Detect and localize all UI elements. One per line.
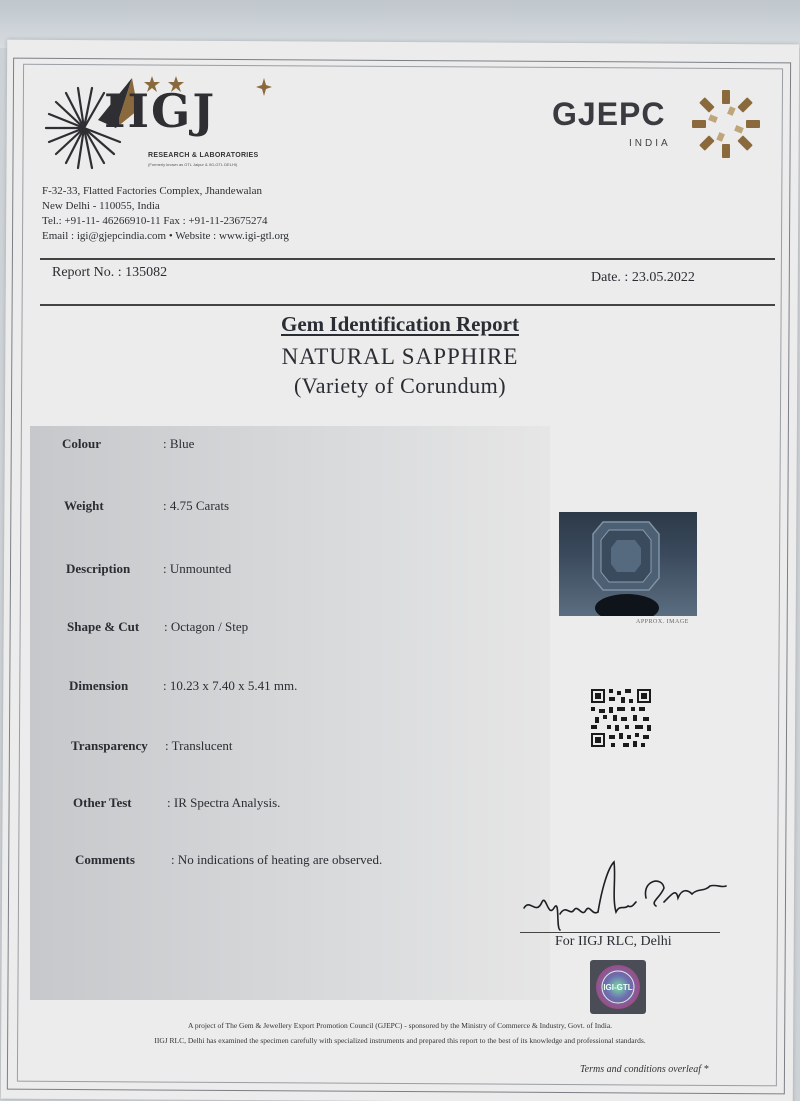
field-value: : Translucent (165, 738, 233, 754)
phone-fax-line: Tel.: +91-11- 46266910-11 Fax : +91-11-23675274 (42, 215, 268, 227)
field-value: : Unmounted (163, 561, 231, 577)
field-label: Colour (62, 436, 101, 451)
gem-variety: (Variety of Corundum) (293, 373, 507, 398)
image-caption: APPROX. IMAGE (636, 619, 689, 625)
signatory-org: For IIGJ RLC, Delhi (555, 934, 672, 949)
report-title: Gem Identification Report (281, 312, 519, 336)
gemstone-icon (559, 512, 697, 616)
gjepc-emblem-icon (690, 88, 762, 160)
email-website-line: Email : igi@gjepcindia.com • Website : www.igi-gtl.org (42, 230, 289, 242)
field-label: Other Test (73, 795, 132, 810)
signature-line (520, 932, 720, 933)
gem-name: NATURAL SAPPHIRE (281, 344, 519, 369)
gjepc-country: INDIA (629, 138, 671, 149)
iigj-subtitle: RESEARCH & LABORATORIES (148, 152, 259, 159)
address-line: New Delhi - 110055, India (42, 200, 160, 212)
terms-note: Terms and conditions overleaf * (580, 1064, 709, 1075)
field-label: Weight (64, 498, 104, 513)
hologram-seal-icon (590, 960, 646, 1014)
field-label: Dimension (69, 678, 129, 693)
field-value: : Octagon / Step (164, 619, 248, 635)
report-divider (40, 304, 775, 306)
lab-address (42, 184, 289, 244)
gjepc-wordmark: GJEPC (552, 96, 666, 132)
field-value: : Blue (163, 436, 194, 452)
gem-photo (559, 512, 697, 616)
address-line: F-32-33, Flatted Factories Complex, Jhandewalan (42, 185, 262, 197)
field-value: : 10.23 x 7.40 x 5.41 mm. (163, 678, 297, 694)
qr-code-icon[interactable] (591, 689, 651, 747)
report-number: Report No. : 135082 (52, 265, 168, 280)
field-value: : No indications of heating are observed. (171, 852, 382, 868)
details-panel (30, 426, 550, 1000)
header-divider (40, 258, 775, 260)
field-label: Shape & Cut (67, 619, 140, 634)
iigj-former-name: (Formerly known as GTL Jaipur & IIG-GTL DELHI) (148, 162, 238, 167)
field-label: Comments (75, 852, 135, 867)
footer-disclaimer: IIGJ RLC, Delhi has examined the specimen carefully with specialized instruments and prepared this report to the best of its knowledge and professional standards. (154, 1036, 646, 1045)
field-value: : 4.75 Carats (163, 498, 229, 514)
report-date: Date. : 23.05.2022 (591, 270, 695, 285)
field-value: : IR Spectra Analysis. (167, 795, 280, 811)
signature-image (516, 858, 736, 934)
field-label: Transparency (71, 738, 148, 753)
field-label: Description (66, 561, 131, 576)
seal-text: IGI-GTL (603, 983, 633, 992)
iigj-wordmark: IIGJ (104, 84, 217, 138)
footer-project-note: A project of The Gem & Jewellery Export Promotion Council (GJEPC) - sponsored by the Ministry of Commerce & Industry, Govt. of India. (187, 1021, 613, 1030)
